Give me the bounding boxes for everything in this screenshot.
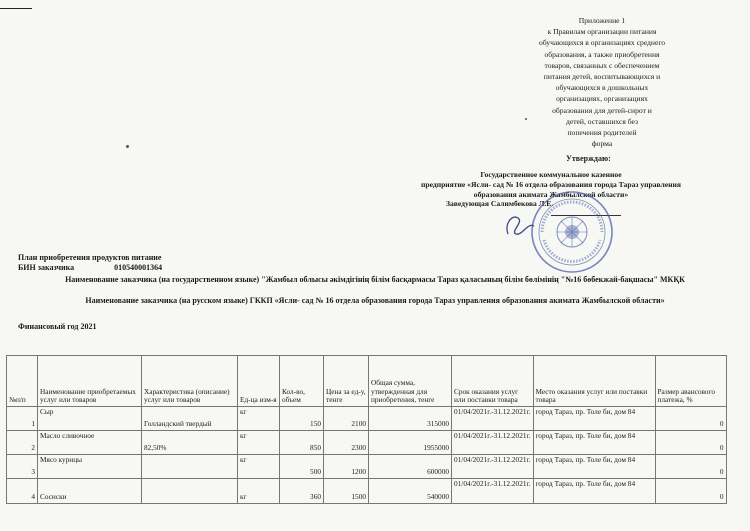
appendix-block [512, 15, 692, 149]
appendix-line: форма [591, 139, 613, 149]
table-row [7, 431, 727, 455]
cell-qty: 500 [280, 455, 324, 479]
col-header: Размер авансового платежа, % [655, 356, 726, 407]
cell-qty: 850 [280, 431, 324, 455]
cell-desc [142, 479, 238, 504]
cell-sum: 315000 [369, 407, 452, 431]
scan-speck [525, 118, 527, 120]
table-row [7, 455, 727, 479]
cell-place: город Тараз, пр. Толе би, дом 84 [533, 407, 655, 431]
col-header: Характеристика (описание) услуг или товаров [142, 356, 238, 407]
col-header: №п/п [7, 356, 38, 407]
cell-place: город Тараз, пр. Толе би, дом 84 [533, 479, 655, 504]
customer-name-kz: Наименование заказчика (на государственном языке) "Жамбыл облысы әкімдігінің білім басқармасы Тараз қаласының білім бөлімінің "№16 бөбекжай-бақшасы" МКҚК [65, 275, 685, 284]
cell-price: 2100 [324, 407, 369, 431]
col-header: Место оказания услуг или поставки товара [533, 356, 655, 407]
cell-number: 4 [7, 479, 38, 504]
bin-label: БИН заказчика [18, 263, 75, 272]
procurement-table [6, 355, 727, 504]
cell-term: 01/04/2021г.-31.12.2021г. [452, 407, 534, 431]
col-header: Общая сумма, утвержденная для приобретения, тенге [369, 356, 452, 407]
bin-row [18, 263, 162, 273]
cell-unit: кг [238, 431, 280, 455]
top-rule [0, 8, 32, 9]
cell-term: 01/04/2021г.-31.12.2021г. [452, 479, 534, 504]
col-header: Ед-ца изм-я [238, 356, 280, 407]
cell-name: Мясо курицы [38, 455, 142, 479]
appendix-line: к Правилам организации питания [547, 27, 657, 37]
appendix-line: обучающихся в дошкольных [555, 83, 649, 93]
appendix-line: обучающихся в организациях среднего [538, 38, 666, 48]
cell-qty: 360 [280, 479, 324, 504]
cell-name: Сыр [38, 407, 142, 431]
cell-term: 01/04/2021г.-31.12.2021г. [452, 431, 534, 455]
appendix-line: детей, оставшихся без [566, 116, 638, 126]
cell-desc: 82,50% [142, 431, 238, 455]
cell-name: Сосиски [38, 479, 142, 504]
cell-sum: 1955000 [369, 431, 452, 455]
cell-price: 1500 [324, 479, 369, 504]
cell-term: 01/04/2021г.-31.12.2021г. [452, 455, 534, 479]
col-header: Кол-во, объем [280, 356, 324, 407]
cell-name: Масло сливочное [38, 431, 142, 455]
approval-line: образования акимата Жамбылской области» [473, 189, 629, 199]
cell-qty: 150 [280, 407, 324, 431]
cell-unit: кг [238, 479, 280, 504]
table-row [7, 407, 727, 431]
cell-desc [142, 455, 238, 479]
cell-place: город Тараз, пр. Толе би, дом 84 [533, 431, 655, 455]
cell-advance: 0 [655, 431, 726, 455]
table-row [7, 479, 727, 504]
cell-advance: 0 [655, 407, 726, 431]
cell-place: город Тараз, пр. Толе би, дом 84 [533, 455, 655, 479]
col-header: Цена за ед-у, тенге [324, 356, 369, 407]
appendix-line: организациях, организациях [556, 94, 648, 104]
cell-price: 1200 [324, 455, 369, 479]
customer-name-ru: Наименование заказчика (на русском языке) ГККП «Ясли- сад № 16 отдела образования города Тараз управления образования акимата Жамбылской области» [85, 296, 665, 305]
approval-line: предприятие «Ясли- сад № 16 отдела образования города Тараз управления [421, 179, 681, 189]
appendix-line: образования для детей-сирот и [552, 105, 652, 115]
scan-speck [126, 145, 129, 148]
appendix-line: питания детей, воспитывающихся и [543, 72, 661, 82]
cell-advance: 0 [655, 479, 726, 504]
cell-unit: кг [238, 455, 280, 479]
appendix-line: Приложение 1 [578, 16, 626, 25]
cell-unit: кг [238, 407, 280, 431]
approval-line: Государственное коммунальное казенное [480, 170, 622, 179]
bin-value: 010540001364 [114, 263, 163, 272]
cell-price: 2300 [324, 431, 369, 455]
signature-icon [500, 210, 540, 240]
col-header: Наименование приобретаемых услуг или товаров [38, 356, 142, 407]
appendix-line: образования, а также приобретения [544, 49, 660, 59]
approval-title: Утверждаю: [566, 154, 611, 163]
plan-title: План приобретения продуктов питание [18, 253, 162, 262]
cell-number: 1 [7, 407, 38, 431]
cell-desc: Голландский твердый [142, 407, 238, 431]
appendix-line: товаров, связанных с обеспечением [544, 60, 660, 70]
cell-sum: 540000 [369, 479, 452, 504]
director-name: Заведующая Салимбекова Л.Е. [446, 199, 554, 209]
appendix-line: попечения родителей [567, 128, 637, 138]
official-seal-icon [530, 190, 614, 274]
table-header-row [7, 356, 727, 407]
cell-sum: 600000 [369, 455, 452, 479]
col-header: Срок оказания услуг или поставки товара [452, 356, 534, 407]
cell-advance: 0 [655, 455, 726, 479]
cell-number: 2 [7, 431, 38, 455]
cell-number: 3 [7, 455, 38, 479]
financial-year: Финансовый год 2021 [18, 322, 97, 331]
plan-header [18, 253, 162, 273]
